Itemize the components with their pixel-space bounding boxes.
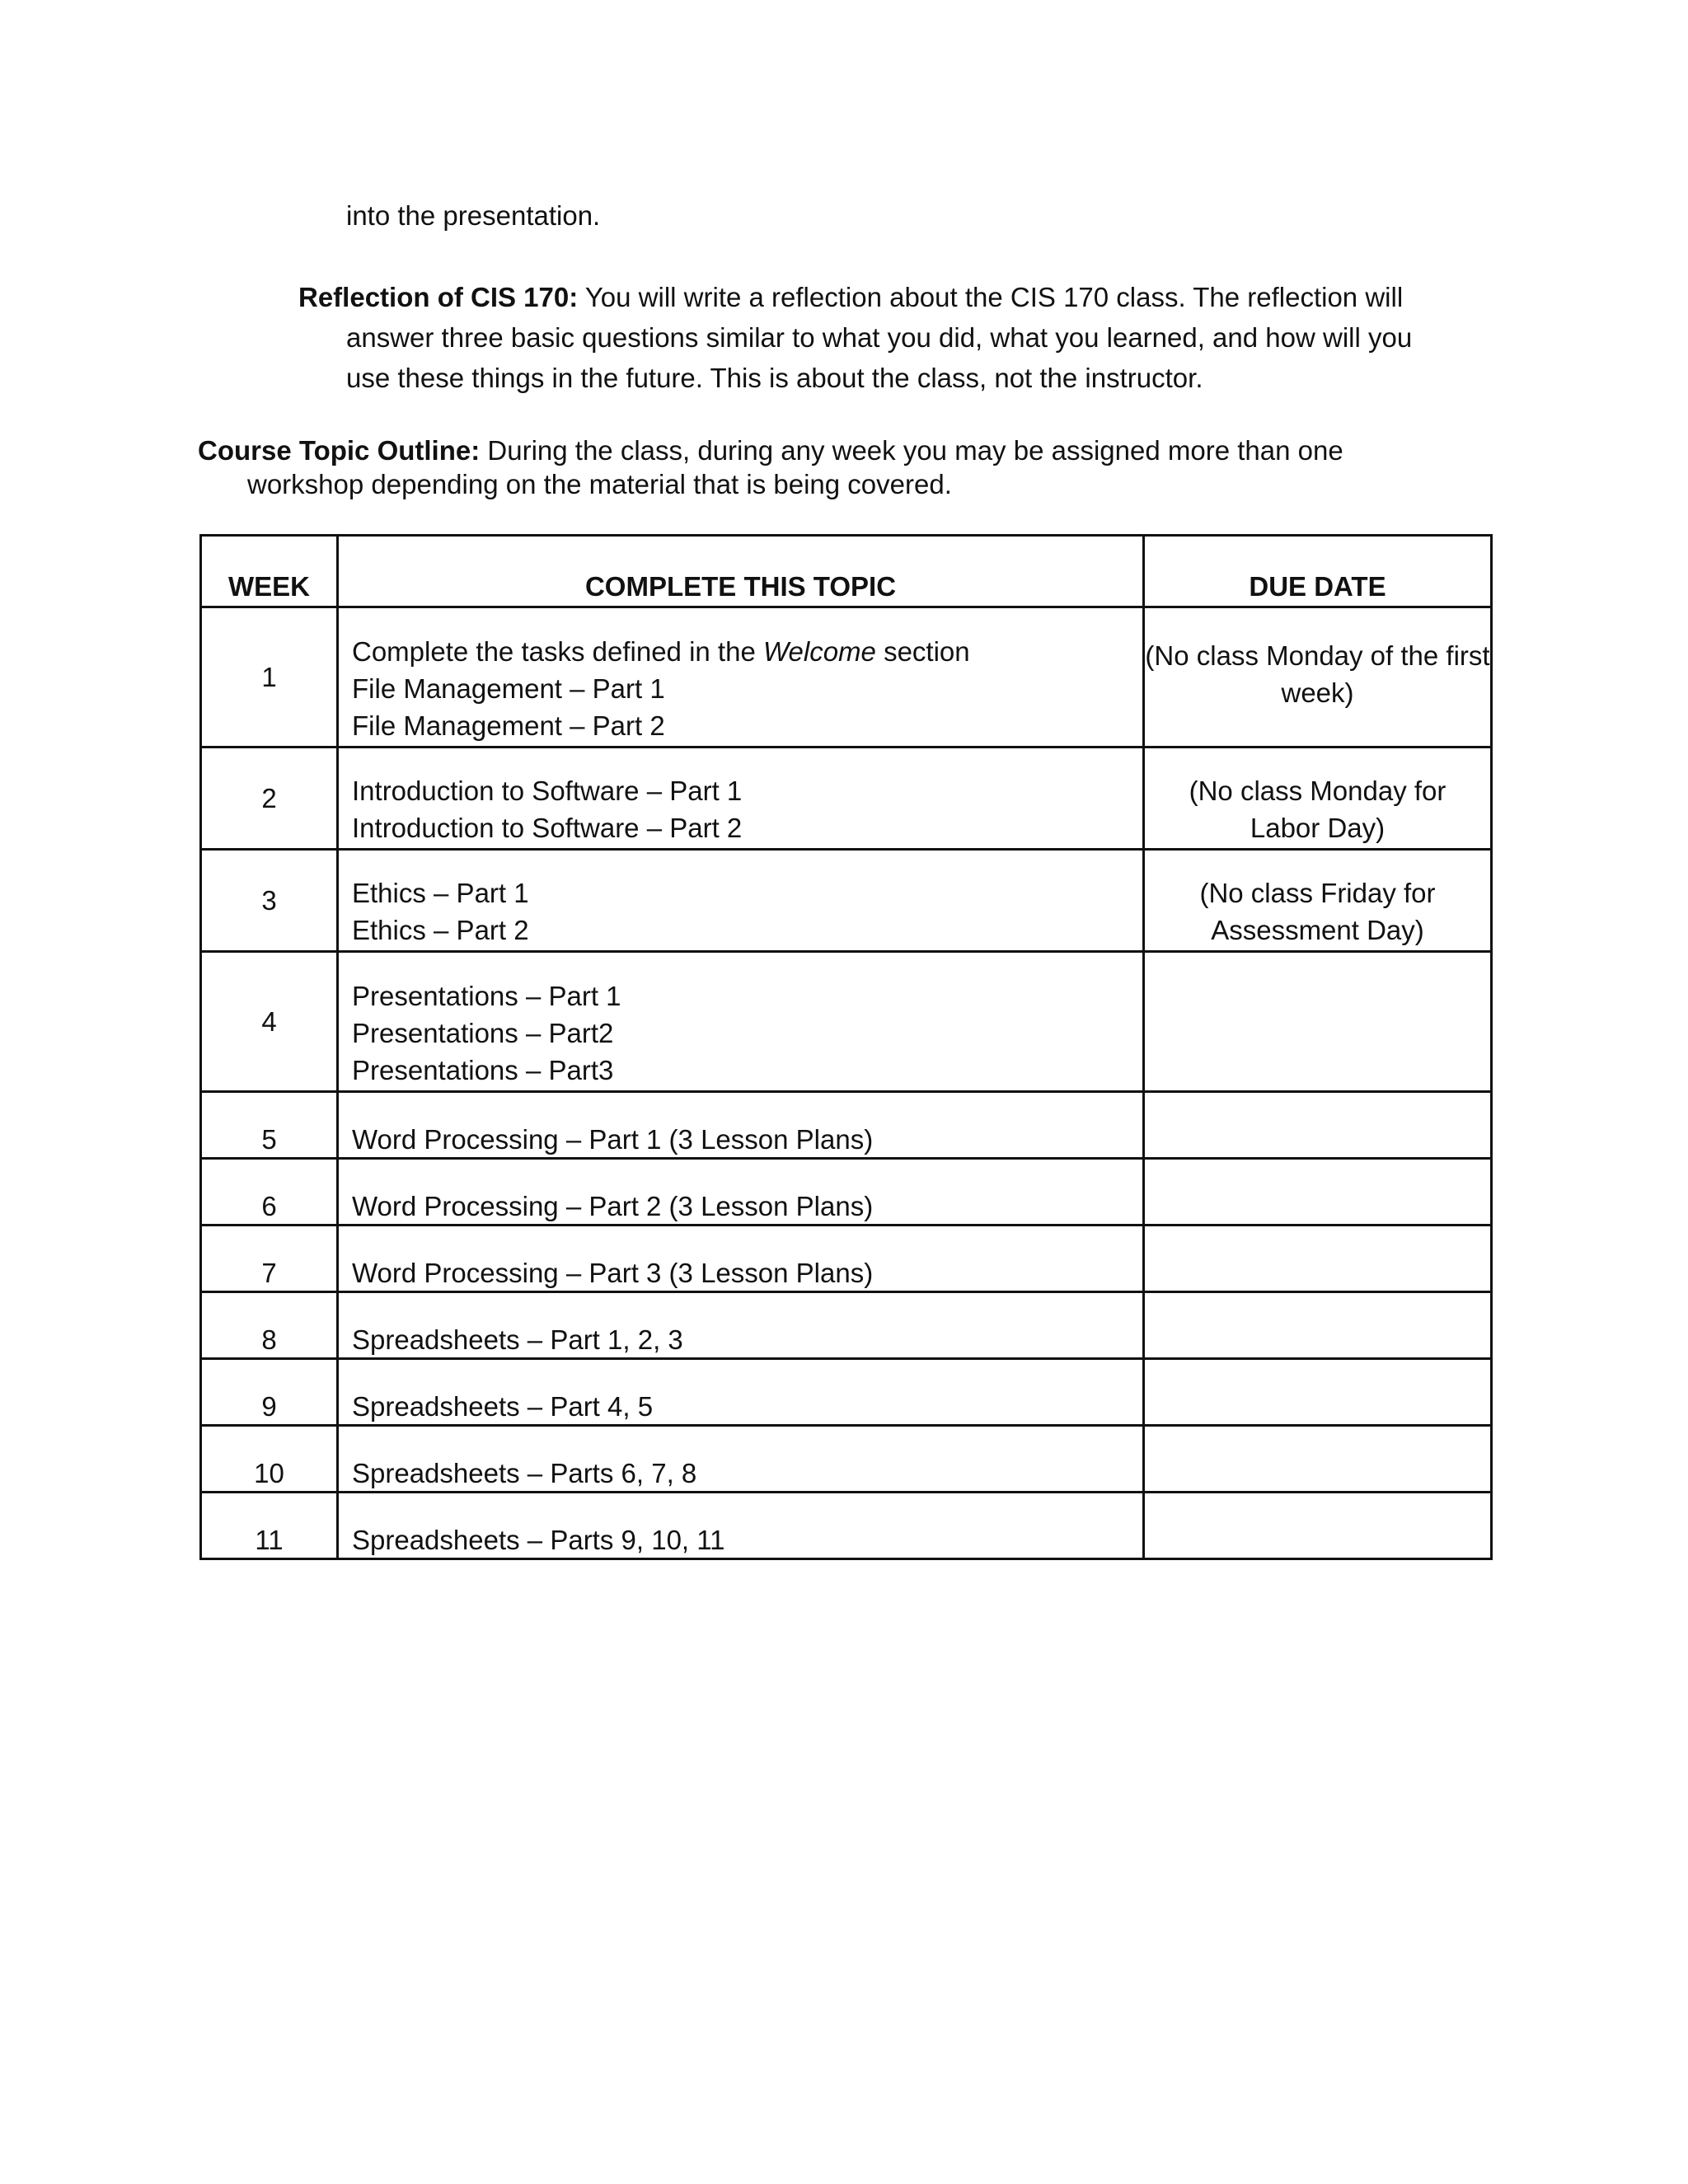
topic-text: section: [875, 636, 970, 667]
topic-line: Introduction to Software – Part 1: [352, 776, 743, 806]
topic-line: Presentations – Part3: [352, 1055, 614, 1085]
reflection-line-2: answer three basic questions similar to what you did, what you learned, and how will you: [346, 322, 1413, 353]
outline-first-line: [198, 435, 1343, 466]
due-date-cell: [1144, 1292, 1492, 1359]
table-header-row: [201, 536, 1492, 607]
table-row: [201, 748, 1492, 850]
week-number: 7: [201, 1226, 338, 1292]
topic-line: Ethics – Part 1: [352, 878, 529, 908]
due-date-cell: [1144, 1226, 1492, 1292]
week-number: 2: [201, 748, 338, 850]
topic-cell: Spreadsheets – Parts 9, 10, 11: [338, 1493, 1144, 1559]
week-number: 4: [201, 952, 338, 1092]
table-row: [201, 607, 1492, 748]
table-row: [201, 1226, 1492, 1292]
header-week: WEEK: [201, 536, 338, 607]
week-number: 10: [201, 1426, 338, 1493]
topic-line: Ethics – Part 2: [352, 915, 529, 945]
topic-cell: Spreadsheets – Part 1, 2, 3: [338, 1292, 1144, 1359]
due-date-cell: [1144, 1159, 1492, 1226]
week-number: 9: [201, 1359, 338, 1426]
week-number: 8: [201, 1292, 338, 1359]
due-date-cell: [1144, 1092, 1492, 1159]
due-date-cell: [1144, 1359, 1492, 1426]
course-schedule-table: [199, 534, 1493, 1560]
table-row: [201, 1359, 1492, 1426]
table-row: [201, 952, 1492, 1092]
table-row: [201, 1426, 1492, 1493]
due-date-cell: [1144, 1493, 1492, 1559]
week-number: 1: [201, 607, 338, 748]
topic-line: Introduction to Software – Part 2: [352, 813, 743, 843]
reflection-heading: Reflection of CIS 170:: [298, 282, 579, 312]
topic-emphasis: Welcome: [762, 636, 876, 667]
table-row: [201, 850, 1492, 952]
week-number: 5: [201, 1092, 338, 1159]
topic-line: File Management – Part 2: [352, 710, 665, 741]
table-row: [201, 1092, 1492, 1159]
due-date-cell: [1144, 1426, 1492, 1493]
topic-cell: Spreadsheets – Parts 6, 7, 8: [338, 1426, 1144, 1493]
topic-line: File Management – Part 1: [352, 673, 665, 704]
topic-line: [352, 633, 1142, 670]
topic-cell: Word Processing – Part 3 (3 Lesson Plans): [338, 1226, 1144, 1292]
topic-cell: [338, 748, 1144, 850]
header-topic: COMPLETE THIS TOPIC: [338, 536, 1144, 607]
outline-line-1: During the class, during any week you may be assigned more than one: [487, 435, 1343, 466]
topic-cell: [338, 850, 1144, 952]
due-date-cell: (No class Monday for Labor Day): [1144, 748, 1492, 850]
topic-cell: [338, 607, 1144, 748]
reflection-line-1: You will write a reflection about the CIS 170 class. The reflection will: [584, 282, 1404, 312]
due-date-cell: (No class Monday of the first week): [1144, 607, 1492, 748]
due-date-cell: [1144, 952, 1492, 1092]
table-row: [201, 1292, 1492, 1359]
topic-line: Presentations – Part 1: [352, 981, 621, 1011]
reflection-line-3: use these things in the future. This is about the class, not the instructor.: [346, 363, 1203, 393]
reflection-paragraph: [298, 277, 1452, 398]
due-date-cell: (No class Friday for Assessment Day): [1144, 850, 1492, 952]
intro-continuation-text: into the presentation.: [346, 200, 601, 231]
header-due-date: DUE DATE: [1144, 536, 1492, 607]
table-row: [201, 1493, 1492, 1559]
topic-cell: Word Processing – Part 1 (3 Lesson Plans): [338, 1092, 1144, 1159]
table-row: [201, 1159, 1492, 1226]
week-number: 3: [201, 850, 338, 952]
topic-text: Complete the tasks defined in the: [352, 636, 763, 667]
topic-line: Presentations – Part2: [352, 1018, 614, 1048]
topic-cell: [338, 952, 1144, 1092]
topic-cell: Word Processing – Part 2 (3 Lesson Plans): [338, 1159, 1144, 1226]
week-number: 6: [201, 1159, 338, 1226]
topic-cell: Spreadsheets – Part 4, 5: [338, 1359, 1144, 1426]
outline-line-2: workshop depending on the material that is being covered.: [247, 469, 952, 499]
outline-heading: Course Topic Outline:: [198, 435, 481, 466]
week-number: 11: [201, 1493, 338, 1559]
course-topic-outline-paragraph: [198, 434, 1434, 501]
reflection-first-line: [298, 277, 1452, 317]
